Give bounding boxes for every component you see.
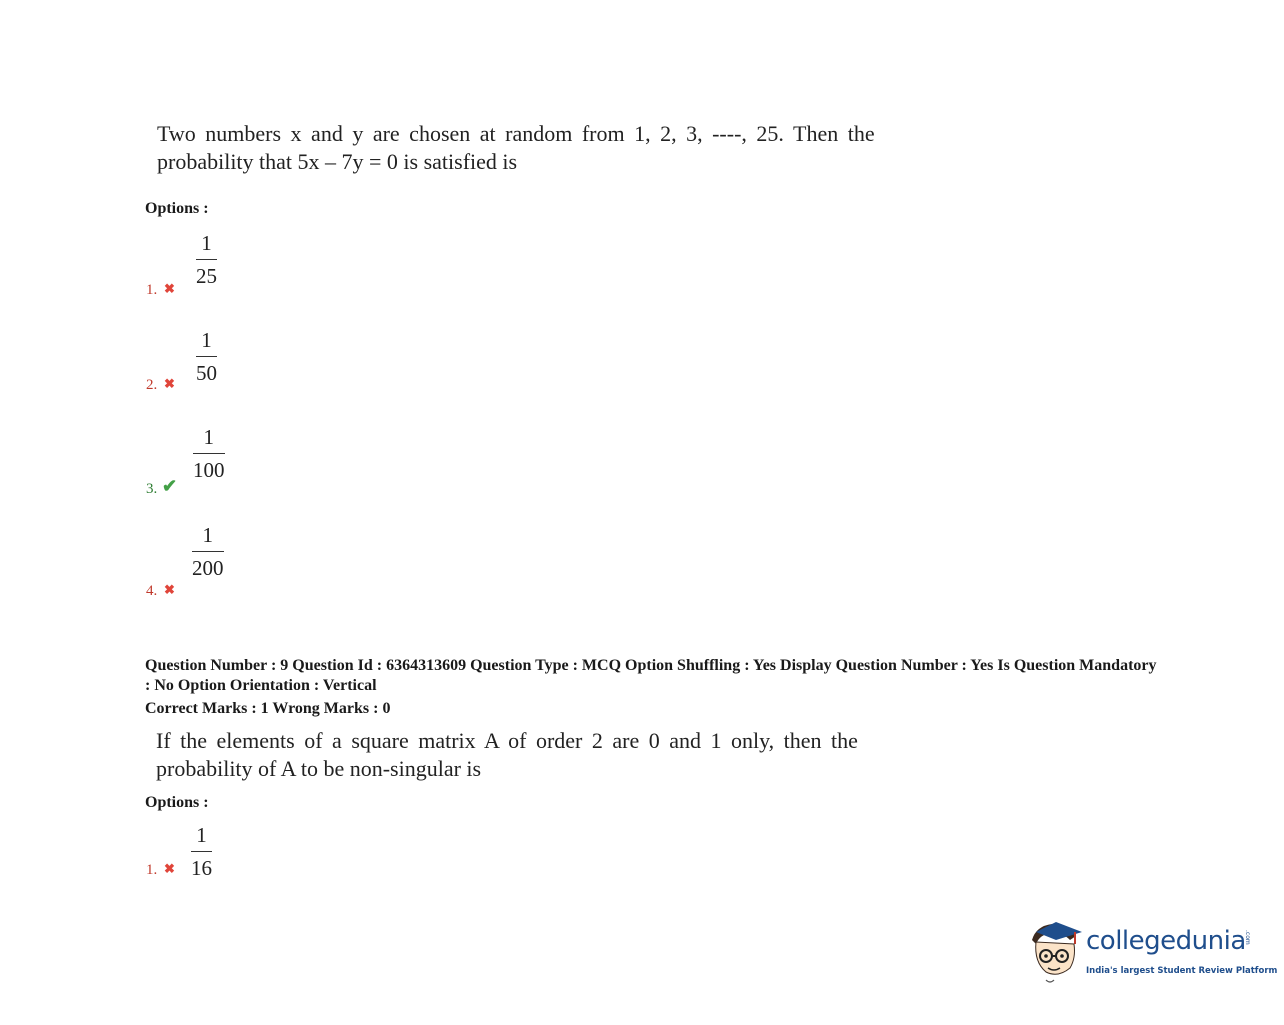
denominator: 100 [193,458,225,482]
question-text-line-2: probability of A to be non-singular is [156,756,482,781]
option-3-number: 3. [146,481,158,497]
question-text-line-1: Two numbers x and y are chosen at random from 1, 2, 3, ----, 25. Then the [157,121,875,146]
options-label: Options : [145,794,209,811]
numerator: 1 [201,328,212,352]
question-text [156,727,858,783]
numerator: 1 [201,231,212,255]
question-metadata: Question Number : 9 Question Id : 6364313609 Question Type : MCQ Option Shuffling : Yes Display Question Number : Yes Is Question Mandatory : No Option Orientation : Vertical [145,657,1157,694]
logo-suffix: .com [1244,930,1251,945]
option-3-fraction [193,424,225,483]
wrong-mark-icon: ✖ [164,861,175,876]
option-1-fraction [191,822,212,881]
denominator: 50 [196,361,217,385]
collegedunia-logo [1026,918,1278,988]
wrong-mark-icon: ✖ [164,582,175,597]
options-label: Options : [145,200,209,217]
numerator: 1 [196,823,207,847]
wrong-mark-icon: ✖ [164,281,175,296]
question-text-line-2: probability that 5x – 7y = 0 is satisfied is [157,149,518,174]
logo-tagline: India's largest Student Review Platform [1086,966,1278,976]
option-4-number: 4. [146,583,158,599]
denominator: 25 [196,264,217,288]
question-text-line-1: If the elements of a square matrix A of order 2 are 0 and 1 only, then the [156,728,858,753]
mascot-icon [1026,918,1086,988]
marks-info: Correct Marks : 1 Wrong Marks : 0 [145,700,391,717]
numerator: 1 [203,425,214,449]
numerator: 1 [202,523,213,547]
question-text [157,120,875,176]
option-1-number: 1. [146,282,158,298]
checkmark-icon: ✔ [162,476,178,496]
wrong-mark-icon: ✖ [164,376,175,391]
option-2-number: 2. [146,377,158,393]
denominator: 200 [192,556,224,580]
option-2-fraction [196,327,217,386]
option-1-fraction [196,230,217,289]
logo-name: collegedunia [1086,926,1246,956]
denominator: 16 [191,856,212,880]
option-4-fraction [192,522,224,581]
option-1-number: 1. [146,862,158,878]
